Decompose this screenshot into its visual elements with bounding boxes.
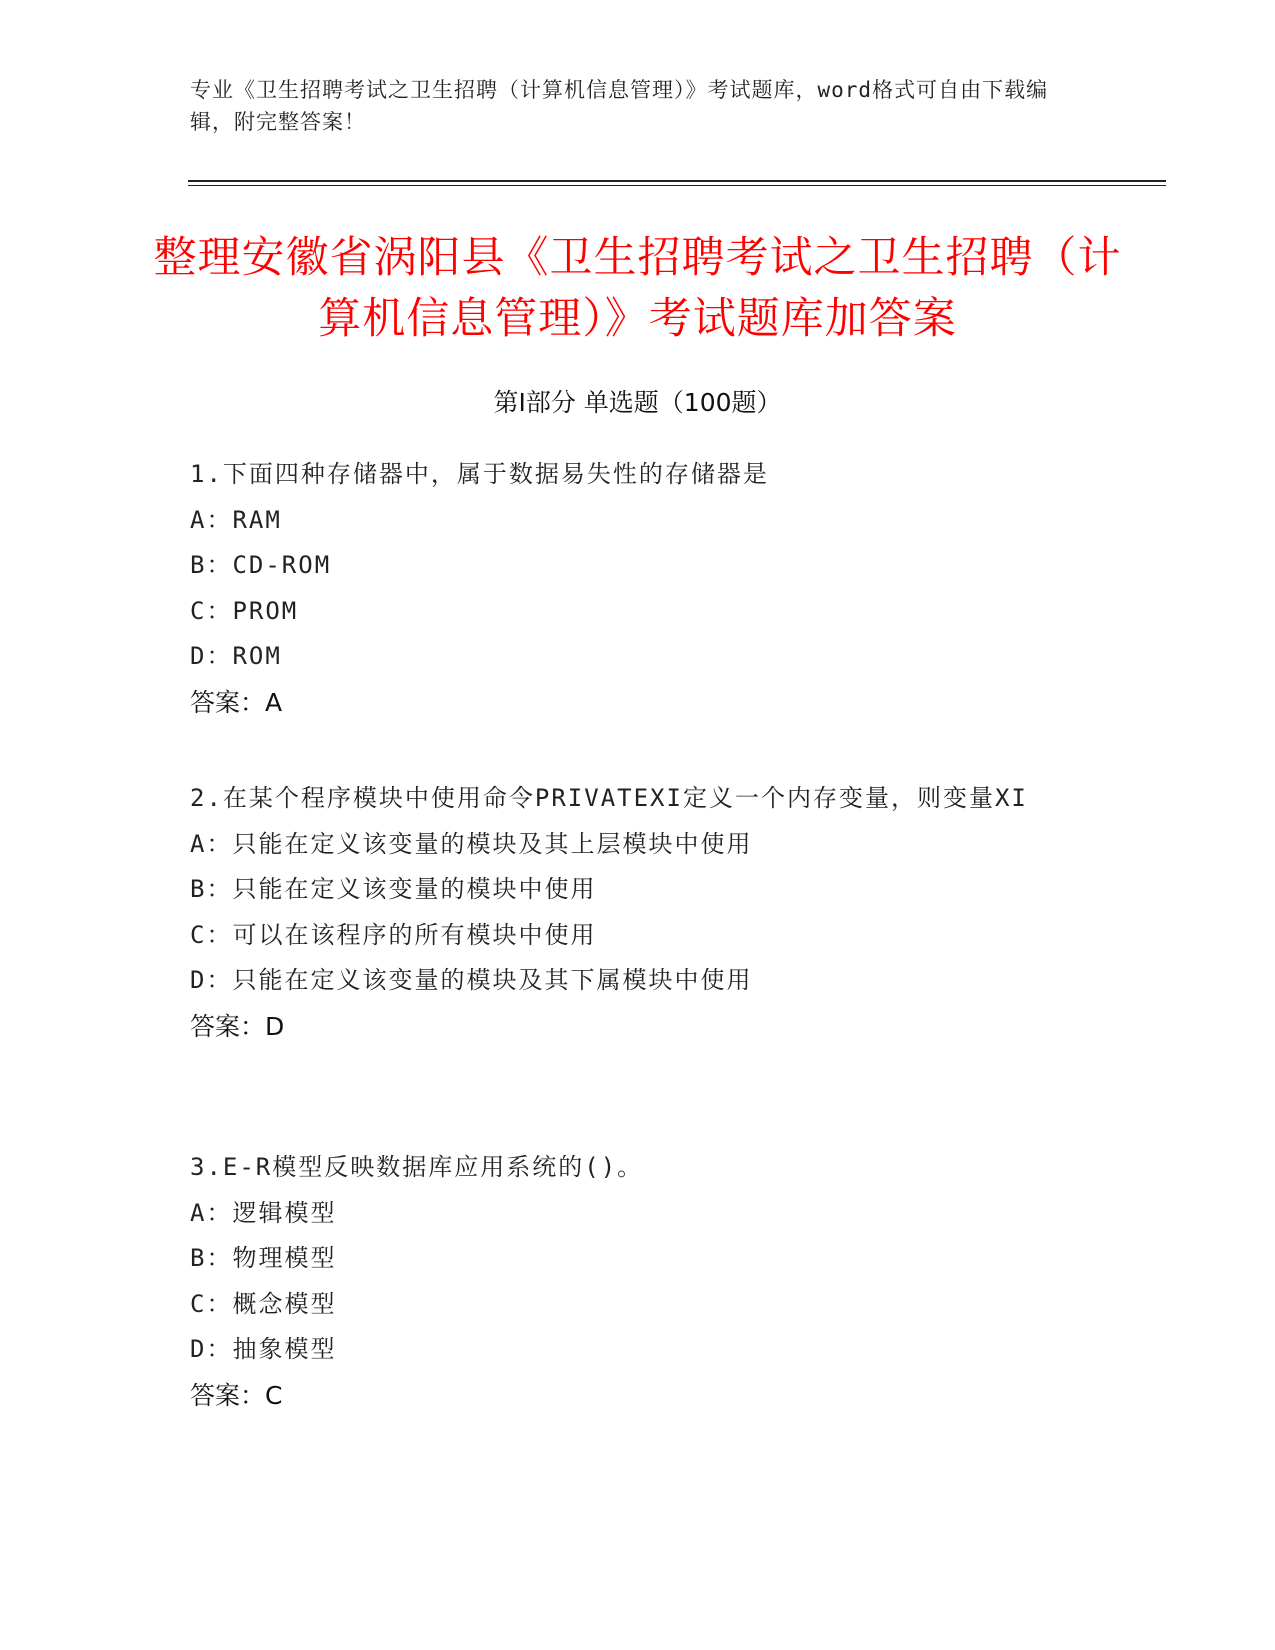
question-stem: 3.E-R模型反映数据库应用系统的()。	[190, 1153, 644, 1181]
question-2	[190, 776, 1070, 1049]
header-divider-thin	[188, 185, 1166, 186]
option-c: C：可以在该程序的所有模块中使用	[190, 920, 597, 949]
answer-label: 答案：C	[190, 1380, 283, 1410]
header-note: 专业《卫生招聘考试之卫生招聘（计算机信息管理）》考试题库，word格式可自由下载编辑，附完整答案！	[190, 78, 1049, 134]
header-divider	[188, 180, 1166, 182]
option-b: B：只能在定义该变量的模块中使用	[190, 875, 597, 903]
question-stem: 2.在某个程序模块中使用命令PRIVATEXI定义一个内存变量，则变量XI	[190, 784, 1028, 812]
option-c: C：概念模型	[190, 1289, 337, 1318]
section-heading: 第Ⅰ部分 单选题（100题）	[493, 388, 782, 417]
option-d: D：抽象模型	[190, 1335, 337, 1363]
answer-label: 答案：D	[190, 1011, 285, 1041]
option-a: A：只能在定义该变量的模块及其上层模块中使用	[190, 829, 753, 858]
option-c: C：PROM	[190, 596, 299, 625]
document-title: 整理安徽省涡阳县《卫生招聘考试之卫生招聘（计算机信息管理）》考试题库加答案	[153, 233, 1122, 344]
option-b: B：CD-ROM	[190, 551, 332, 579]
option-b: B：物理模型	[190, 1244, 337, 1272]
option-d: D：ROM	[190, 642, 282, 670]
option-a: A：RAM	[190, 505, 282, 534]
question-3	[190, 1145, 1070, 1418]
option-d: D：只能在定义该变量的模块及其下属模块中使用	[190, 966, 753, 994]
question-1	[190, 452, 1070, 725]
option-a: A：逻辑模型	[190, 1198, 337, 1227]
answer-label: 答案：A	[190, 687, 283, 717]
question-stem: 1.下面四种存储器中，属于数据易失性的存储器是	[190, 460, 769, 488]
